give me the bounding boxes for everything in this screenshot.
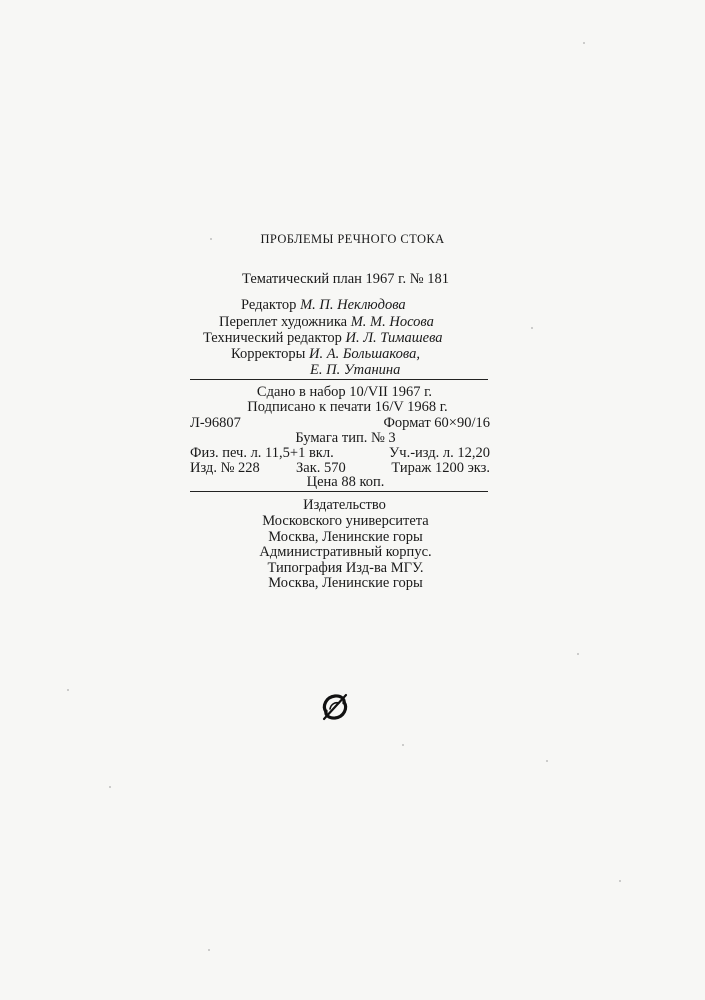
format: Формат 60×90/16 bbox=[383, 415, 490, 431]
credit-label: Переплет художника bbox=[219, 314, 348, 330]
credit-label: Технический редактор bbox=[203, 330, 342, 346]
credit-proofreader-2: Е. П. Утанина bbox=[310, 362, 401, 378]
print-run: Тираж 1200 экз. bbox=[391, 460, 490, 476]
credit-name: И. Л. Тимашева bbox=[345, 330, 443, 346]
license-code: Л-96807 bbox=[190, 415, 241, 431]
paper-speck bbox=[109, 786, 111, 788]
credit-name: И. А. Большакова, bbox=[309, 346, 420, 362]
publisher-line: Типография Изд-ва МГУ. bbox=[267, 560, 424, 576]
book-title: ПРОБЛЕМЫ РЕЧНОГО СТОКА bbox=[260, 232, 445, 246]
credit-label: Корректоры bbox=[231, 346, 306, 362]
paper-speck bbox=[67, 689, 69, 691]
divider-bottom bbox=[190, 491, 488, 492]
paper-speck bbox=[546, 760, 548, 762]
paper-speck bbox=[577, 653, 579, 655]
publisher-line: Административный корпус. bbox=[259, 544, 432, 560]
publishing-sheets: Уч.-изд. л. 12,20 bbox=[389, 445, 490, 461]
sent-to-typesetting: Сдано в набор 10/VII 1967 г. bbox=[256, 384, 433, 400]
price: Цена 88 коп. bbox=[306, 474, 385, 490]
paper-speck bbox=[619, 880, 621, 882]
credit-editor bbox=[241, 297, 406, 313]
signed-for-print: Подписано к печати 16/V 1968 г. bbox=[247, 399, 448, 415]
paper-speck bbox=[531, 327, 533, 329]
credit-binding-artist bbox=[219, 314, 434, 330]
credit-proofreaders bbox=[231, 346, 420, 362]
thematic-plan: Тематический план 1967 г. № 181 bbox=[242, 271, 449, 287]
publisher-line: Москва, Ленинские горы bbox=[268, 575, 423, 591]
credit-tech-editor bbox=[203, 330, 443, 346]
publisher-line: Московского университета bbox=[262, 513, 429, 529]
credit-name: М. М. Носова bbox=[350, 314, 434, 330]
credit-name: М. П. Неклюдова bbox=[300, 297, 406, 313]
paper-speck bbox=[210, 238, 212, 240]
physical-sheets: Физ. печ. л. 11,5+1 вкл. bbox=[190, 445, 334, 461]
order-number: Зак. 570 bbox=[296, 460, 346, 476]
publication-number: Изд. № 228 bbox=[190, 460, 260, 476]
publisher-line: Москва, Ленинские горы bbox=[268, 529, 423, 545]
paper-type: Бумага тип. № 3 bbox=[295, 430, 396, 446]
paper-speck bbox=[583, 42, 585, 44]
publisher-emblem-icon bbox=[318, 690, 352, 724]
divider-top bbox=[190, 379, 488, 380]
paper-speck bbox=[208, 949, 210, 951]
publisher-line: Издательство bbox=[303, 497, 386, 513]
paper-speck bbox=[402, 744, 404, 746]
credit-label: Редактор bbox=[241, 297, 297, 313]
